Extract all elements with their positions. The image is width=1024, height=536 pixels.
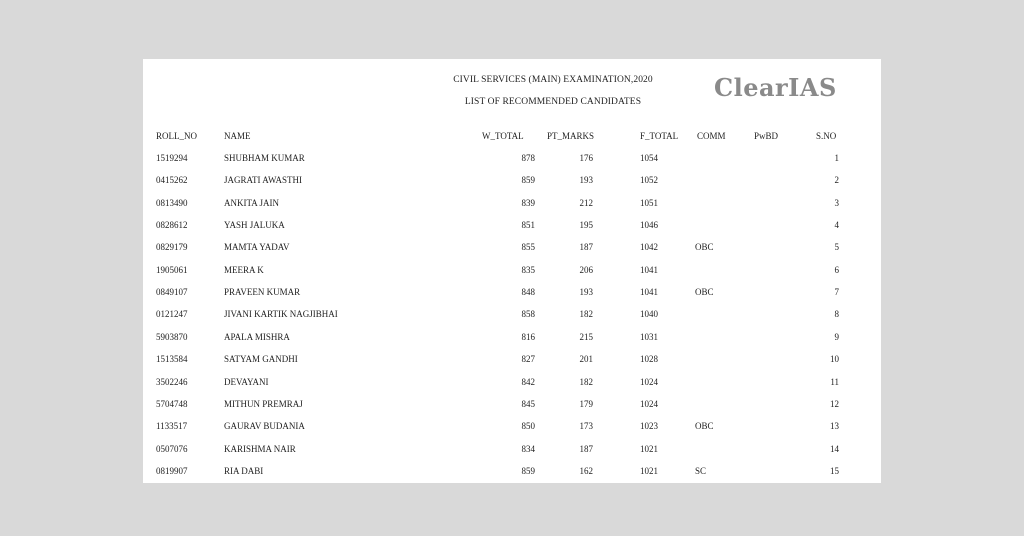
cell-pt-marks: 173 bbox=[579, 421, 593, 432]
cell-name: MEERA K bbox=[224, 264, 264, 275]
table-row bbox=[143, 153, 881, 169]
cell-sno: 14 bbox=[830, 443, 839, 454]
cell-name: RIA DABI bbox=[224, 465, 264, 476]
cell-comm: SC bbox=[695, 465, 707, 476]
cell-f-total: 1054 bbox=[640, 153, 658, 163]
cell-roll-no: 5704748 bbox=[156, 398, 188, 409]
cell-sno: 12 bbox=[830, 398, 839, 409]
cell-sno: 15 bbox=[830, 465, 839, 476]
cell-roll-no: 3502246 bbox=[156, 376, 188, 387]
cell-name: APALA MISHRA bbox=[224, 331, 290, 342]
cell-w-total: 839 bbox=[521, 197, 535, 208]
cell-pt-marks: 182 bbox=[579, 376, 593, 387]
cell-w-total: 878 bbox=[521, 153, 535, 163]
cell-name: ANKITA JAIN bbox=[224, 197, 280, 208]
cell-name: SHUBHAM KUMAR bbox=[224, 153, 305, 163]
table-row bbox=[143, 377, 881, 393]
cell-sno: 1 bbox=[834, 153, 839, 163]
cell-roll-no: 0121247 bbox=[156, 309, 188, 320]
cell-name: JIVANI KARTIK NAGJIBHAI bbox=[224, 309, 338, 320]
cell-f-total: 1042 bbox=[640, 242, 658, 253]
cell-roll-no: 0849107 bbox=[156, 287, 188, 298]
cell-pt-marks: 215 bbox=[579, 331, 593, 342]
document-subtitle: LIST OF RECOMMENDED CANDIDATES bbox=[464, 97, 642, 107]
cell-f-total: 1024 bbox=[640, 398, 658, 409]
cell-name: YASH JALUKA bbox=[224, 220, 285, 231]
cell-name: GAURAV BUDANIA bbox=[224, 421, 305, 432]
cell-pt-marks: 206 bbox=[579, 264, 593, 275]
cell-f-total: 1024 bbox=[640, 376, 658, 387]
header-w-total: W_TOTAL bbox=[482, 131, 524, 141]
cell-roll-no: 0507076 bbox=[156, 443, 188, 454]
table-row bbox=[143, 309, 881, 325]
cell-name: JAGRATI AWASTHI bbox=[224, 175, 303, 186]
cell-name: PRAVEEN KUMAR bbox=[224, 287, 301, 298]
cell-roll-no: 1133517 bbox=[156, 421, 188, 432]
table-row bbox=[143, 332, 881, 348]
table-row bbox=[143, 421, 881, 437]
cell-f-total: 1040 bbox=[640, 309, 658, 320]
header-pt-marks: PT_MARKS bbox=[547, 131, 595, 141]
cell-sno: 3 bbox=[834, 197, 839, 208]
cell-w-total: 859 bbox=[521, 175, 535, 186]
cell-roll-no: 1519294 bbox=[156, 153, 188, 163]
document-title: CIVIL SERVICES (MAIN) EXAMINATION,2020 bbox=[453, 75, 653, 85]
cell-w-total: 842 bbox=[521, 376, 535, 387]
table-row bbox=[143, 444, 881, 460]
cell-f-total: 1031 bbox=[640, 331, 658, 342]
cell-roll-no: 0828612 bbox=[156, 220, 188, 231]
table-row bbox=[143, 242, 881, 258]
cell-pt-marks: 187 bbox=[579, 443, 593, 454]
cell-roll-no: 5903870 bbox=[156, 331, 188, 342]
cell-w-total: 851 bbox=[521, 220, 535, 231]
table-row bbox=[143, 220, 881, 236]
cell-name: SATYAM GANDHI bbox=[224, 354, 298, 365]
cell-f-total: 1046 bbox=[640, 220, 658, 231]
cell-roll-no: 0829179 bbox=[156, 242, 188, 253]
cell-sno: 5 bbox=[834, 242, 839, 253]
cell-comm: OBC bbox=[695, 242, 714, 253]
cell-pt-marks: 195 bbox=[579, 220, 593, 231]
cell-pt-marks: 187 bbox=[579, 242, 593, 253]
cell-roll-no: 0813490 bbox=[156, 197, 188, 208]
clearias-logo: ClearIAS bbox=[714, 73, 837, 102]
cell-sno: 4 bbox=[834, 220, 839, 231]
cell-sno: 10 bbox=[830, 354, 839, 365]
cell-sno: 2 bbox=[834, 175, 839, 186]
cell-w-total: 850 bbox=[521, 421, 535, 432]
cell-w-total: 848 bbox=[521, 287, 535, 298]
table-row bbox=[143, 287, 881, 303]
cell-w-total: 855 bbox=[521, 242, 535, 253]
cell-roll-no: 1905061 bbox=[156, 264, 188, 275]
cell-sno: 6 bbox=[834, 264, 839, 275]
cell-roll-no: 0415262 bbox=[156, 175, 188, 186]
cell-pt-marks: 193 bbox=[579, 175, 593, 186]
cell-sno: 11 bbox=[830, 376, 839, 387]
header-name: NAME bbox=[224, 131, 251, 141]
header-f-total: F_TOTAL bbox=[640, 131, 679, 141]
table-row bbox=[143, 198, 881, 214]
cell-w-total: 834 bbox=[521, 443, 535, 454]
cell-pt-marks: 201 bbox=[579, 354, 593, 365]
cell-pt-marks: 212 bbox=[579, 197, 593, 208]
header-comm: COMM bbox=[697, 131, 726, 141]
cell-roll-no: 1513584 bbox=[156, 354, 188, 365]
table-row bbox=[143, 399, 881, 415]
cell-pt-marks: 179 bbox=[579, 398, 593, 409]
cell-f-total: 1052 bbox=[640, 175, 658, 186]
header-pwbd: PwBD bbox=[754, 131, 779, 141]
cell-f-total: 1028 bbox=[640, 354, 658, 365]
cell-name: MITHUN PREMRAJ bbox=[224, 398, 303, 409]
cell-name: MAMTA YADAV bbox=[224, 242, 290, 253]
cell-name: KARISHMA NAIR bbox=[224, 443, 296, 454]
table-row bbox=[143, 265, 881, 281]
table-row bbox=[143, 354, 881, 370]
table-row bbox=[143, 175, 881, 191]
cell-w-total: 845 bbox=[521, 398, 535, 409]
cell-f-total: 1051 bbox=[640, 197, 658, 208]
cell-w-total: 859 bbox=[521, 465, 535, 476]
cell-f-total: 1041 bbox=[640, 287, 658, 298]
cell-f-total: 1021 bbox=[640, 443, 658, 454]
table-row bbox=[143, 466, 881, 482]
document-page bbox=[143, 59, 881, 483]
cell-w-total: 835 bbox=[521, 264, 535, 275]
cell-f-total: 1041 bbox=[640, 264, 658, 275]
cell-f-total: 1021 bbox=[640, 465, 658, 476]
cell-w-total: 827 bbox=[521, 354, 535, 365]
cell-pt-marks: 182 bbox=[579, 309, 593, 320]
cell-sno: 8 bbox=[834, 309, 839, 320]
cell-sno: 9 bbox=[834, 331, 839, 342]
cell-pt-marks: 193 bbox=[579, 287, 593, 298]
header-roll-no: ROLL_NO bbox=[156, 131, 197, 141]
cell-w-total: 858 bbox=[521, 309, 535, 320]
cell-sno: 7 bbox=[834, 287, 839, 298]
cell-comm: OBC bbox=[695, 287, 714, 298]
cell-name: DEVAYANI bbox=[224, 376, 269, 387]
cell-pt-marks: 162 bbox=[579, 465, 593, 476]
cell-comm: OBC bbox=[695, 421, 714, 432]
cell-f-total: 1023 bbox=[640, 421, 658, 432]
cell-roll-no: 0819907 bbox=[156, 465, 188, 476]
header-sno: S.NO bbox=[816, 131, 837, 141]
cell-sno: 13 bbox=[830, 421, 839, 432]
cell-w-total: 816 bbox=[521, 331, 535, 342]
cell-pt-marks: 176 bbox=[579, 153, 593, 163]
